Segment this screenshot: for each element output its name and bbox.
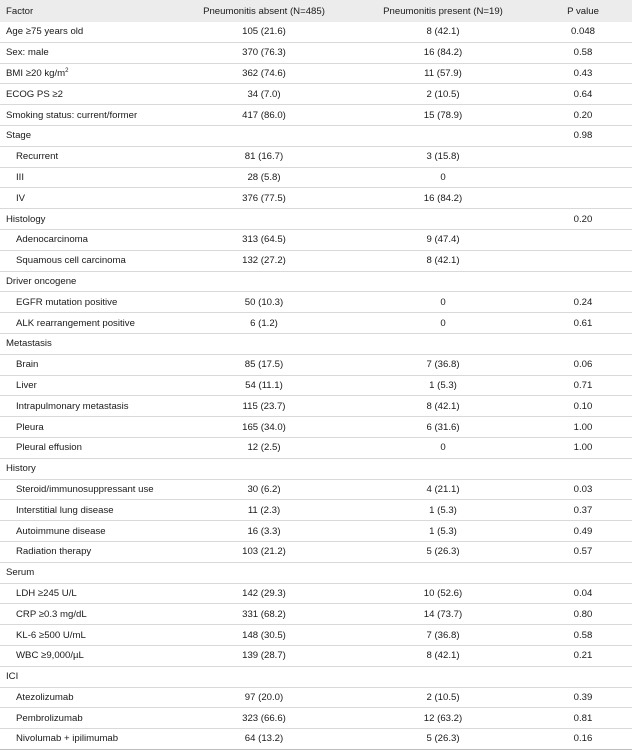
factor-cell bbox=[0, 666, 176, 687]
pneumonitis-present-cell: 8 (42.1) bbox=[426, 255, 460, 267]
pneumonitis-absent-cell: 323 (66.6) bbox=[242, 712, 286, 724]
pneumonitis-absent-cell: 376 (77.5) bbox=[242, 192, 286, 204]
pneumonitis-absent-cell: 165 (34.0) bbox=[242, 421, 286, 433]
table-body bbox=[0, 22, 632, 749]
factor-label: History bbox=[6, 463, 36, 475]
p-value-cell: 0.80 bbox=[573, 608, 593, 620]
p-value-cell bbox=[534, 271, 632, 292]
pneumonitis-absent-cell: 331 (68.2) bbox=[242, 608, 286, 620]
table-row bbox=[0, 354, 632, 375]
factor-cell bbox=[0, 167, 176, 188]
pneumonitis-absent-cell: 30 (6.2) bbox=[247, 483, 281, 495]
header-p-value: P value bbox=[567, 5, 599, 17]
table-row bbox=[0, 729, 632, 750]
factor-superscript: 2 bbox=[65, 67, 69, 74]
factor-label: Adenocarcinoma bbox=[16, 234, 88, 246]
factor-label: Pembrolizumab bbox=[16, 712, 83, 724]
pneumonitis-absent-cell: 105 (21.6) bbox=[242, 26, 286, 38]
factor-label: III bbox=[16, 171, 24, 183]
table-row bbox=[0, 583, 632, 604]
factor-label: Sex: male bbox=[6, 47, 49, 59]
p-value-cell: 0.81 bbox=[573, 712, 593, 724]
table-row bbox=[0, 541, 632, 562]
p-value-cell: 0.58 bbox=[573, 47, 593, 59]
p-value-cell: 0.98 bbox=[573, 130, 593, 142]
p-value-cell bbox=[534, 229, 632, 250]
table-row bbox=[0, 645, 632, 666]
pneumonitis-absent-cell: 12 (2.5) bbox=[247, 442, 281, 454]
p-value-cell: 1.00 bbox=[573, 442, 593, 454]
pneumonitis-present-cell: 8 (42.1) bbox=[426, 26, 460, 38]
factor-cell bbox=[0, 625, 176, 646]
factor-label: Squamous cell carcinoma bbox=[16, 255, 126, 267]
pneumonitis-present-cell: 1 (5.3) bbox=[429, 379, 457, 391]
pneumonitis-absent-cell: 85 (17.5) bbox=[244, 359, 284, 371]
table-row bbox=[0, 167, 632, 188]
header-pneumonitis-absent: Pneumonitis absent (N=485) bbox=[203, 5, 325, 17]
factor-cell bbox=[0, 479, 176, 500]
table-row bbox=[0, 417, 632, 438]
table-row bbox=[0, 63, 632, 84]
pneumonitis-present-cell: 5 (26.3) bbox=[426, 546, 460, 558]
table-row bbox=[0, 292, 632, 313]
p-value-cell bbox=[534, 167, 632, 188]
factor-label: EGFR mutation positive bbox=[16, 296, 118, 308]
pneumonitis-absent-cell bbox=[176, 458, 352, 479]
pneumonitis-present-cell bbox=[352, 271, 534, 292]
factor-label: Steroid/immunosuppressant use bbox=[16, 483, 154, 495]
factor-label: Radiation therapy bbox=[16, 546, 92, 558]
factor-label: IV bbox=[16, 192, 26, 204]
p-value-cell: 0.57 bbox=[573, 546, 593, 558]
pneumonitis-absent-cell: 148 (30.5) bbox=[242, 629, 286, 641]
factor-cell bbox=[0, 521, 176, 542]
p-value-cell: 0.03 bbox=[573, 483, 593, 495]
table-row bbox=[0, 125, 632, 146]
pneumonitis-present-cell bbox=[352, 562, 534, 583]
pneumonitis-absent-cell: 115 (23.7) bbox=[242, 400, 286, 412]
p-value-cell: 0.37 bbox=[573, 504, 593, 516]
factor-cell bbox=[0, 22, 176, 42]
table-row bbox=[0, 604, 632, 625]
factor-cell bbox=[0, 188, 176, 209]
p-value-cell: 0.10 bbox=[573, 400, 593, 412]
p-value-cell: 0.06 bbox=[573, 359, 593, 371]
factor-label: CRP ≥0.3 mg/dL bbox=[16, 608, 87, 620]
factor-label: Brain bbox=[16, 359, 39, 371]
factor-label: KL-6 ≥500 U/mL bbox=[16, 629, 86, 641]
p-value-cell: 0.20 bbox=[573, 109, 593, 121]
table-row bbox=[0, 437, 632, 458]
factor-cell bbox=[0, 313, 176, 334]
pneumonitis-present-cell: 7 (36.8) bbox=[426, 359, 460, 371]
factor-cell bbox=[0, 562, 176, 583]
factor-cell bbox=[0, 354, 176, 375]
factor-cell bbox=[0, 500, 176, 521]
factor-cell bbox=[0, 229, 176, 250]
pneumonitis-present-cell: 1 (5.3) bbox=[429, 525, 457, 537]
factor-cell bbox=[0, 375, 176, 396]
table-row bbox=[0, 625, 632, 646]
pneumonitis-absent-cell: 370 (76.3) bbox=[242, 47, 286, 59]
pneumonitis-absent-cell: 6 (1.2) bbox=[250, 317, 278, 329]
factor-label: ICI bbox=[6, 671, 19, 683]
factor-cell bbox=[0, 105, 176, 126]
p-value-cell: 0.64 bbox=[573, 88, 593, 100]
factor-label: Atezolizumab bbox=[16, 691, 74, 703]
pneumonitis-present-cell: 10 (52.6) bbox=[423, 587, 463, 599]
table-row bbox=[0, 22, 632, 42]
table-row bbox=[0, 375, 632, 396]
pneumonitis-absent-cell: 81 (16.7) bbox=[244, 151, 284, 163]
factor-label: Pleura bbox=[16, 421, 44, 433]
factor-label: ECOG PS ≥2 bbox=[6, 88, 63, 100]
pneumonitis-present-cell: 4 (21.1) bbox=[426, 483, 460, 495]
pneumonitis-absent-cell bbox=[176, 271, 352, 292]
pneumonitis-absent-cell bbox=[176, 209, 352, 230]
factor-cell bbox=[0, 146, 176, 167]
table-row bbox=[0, 188, 632, 209]
pneumonitis-absent-cell: 16 (3.3) bbox=[247, 525, 281, 537]
factor-cell bbox=[0, 63, 176, 84]
pneumonitis-absent-cell bbox=[176, 562, 352, 583]
pneumonitis-present-cell: 2 (10.5) bbox=[426, 691, 460, 703]
pneumonitis-present-cell: 8 (42.1) bbox=[426, 400, 460, 412]
factor-label: Histology bbox=[6, 213, 46, 225]
factor-label: Age ≥75 years old bbox=[6, 26, 84, 38]
pneumonitis-present-cell bbox=[352, 125, 534, 146]
pneumonitis-present-cell bbox=[352, 209, 534, 230]
pneumonitis-present-cell bbox=[352, 666, 534, 687]
pneumonitis-absent-cell: 28 (5.8) bbox=[247, 171, 281, 183]
pneumonitis-absent-cell: 11 (2.3) bbox=[247, 504, 281, 516]
factor-cell bbox=[0, 645, 176, 666]
factor-cell bbox=[0, 396, 176, 417]
factor-label: Intrapulmonary metastasis bbox=[16, 400, 129, 412]
p-value-cell bbox=[534, 666, 632, 687]
p-value-cell: 0.49 bbox=[573, 525, 593, 537]
table-row bbox=[0, 708, 632, 729]
pneumonitis-present-cell: 5 (26.3) bbox=[426, 733, 460, 745]
pneumonitis-present-cell: 15 (78.9) bbox=[423, 109, 463, 121]
pneumonitis-present-cell: 14 (73.7) bbox=[423, 608, 463, 620]
pneumonitis-absent-cell: 34 (7.0) bbox=[247, 88, 281, 100]
factor-label: WBC ≥9,000/µL bbox=[16, 650, 84, 662]
table-row bbox=[0, 229, 632, 250]
table-row bbox=[0, 84, 632, 105]
p-value-cell: 0.39 bbox=[573, 691, 593, 703]
factor-label: Metastasis bbox=[6, 338, 52, 350]
table-row bbox=[0, 313, 632, 334]
table-row bbox=[0, 500, 632, 521]
header-factor: Factor bbox=[6, 5, 34, 17]
factor-cell bbox=[0, 417, 176, 438]
pneumonitis-present-cell: 1 (5.3) bbox=[429, 504, 457, 516]
header-pneumonitis-present: Pneumonitis present (N=19) bbox=[383, 5, 503, 17]
factor-cell bbox=[0, 333, 176, 354]
table-row bbox=[0, 42, 632, 63]
table-row bbox=[0, 146, 632, 167]
factor-label: Stage bbox=[6, 130, 32, 142]
pneumonitis-absent-cell: 97 (20.0) bbox=[244, 691, 284, 703]
pneumonitis-absent-cell bbox=[176, 666, 352, 687]
p-value-cell: 0.16 bbox=[573, 733, 593, 745]
pneumonitis-present-cell: 0 bbox=[440, 296, 446, 308]
pneumonitis-absent-cell bbox=[176, 125, 352, 146]
p-value-cell: 0.21 bbox=[573, 650, 593, 662]
pneumonitis-present-cell: 3 (15.8) bbox=[426, 151, 460, 163]
pneumonitis-absent-cell: 50 (10.3) bbox=[244, 296, 284, 308]
factor-cell bbox=[0, 84, 176, 105]
factor-label: Liver bbox=[16, 379, 37, 391]
pneumonitis-absent-cell: 362 (74.6) bbox=[242, 67, 286, 79]
factor-cell bbox=[0, 541, 176, 562]
factor-label: Nivolumab + ipilimumab bbox=[16, 733, 119, 745]
factor-label: Smoking status: current/former bbox=[6, 109, 138, 121]
pneumonitis-absent-cell: 142 (29.3) bbox=[242, 587, 286, 599]
p-value-cell: 1.00 bbox=[573, 421, 593, 433]
pneumonitis-present-cell: 12 (63.2) bbox=[423, 712, 463, 724]
p-value-cell bbox=[534, 146, 632, 167]
pneumonitis-absent-cell: 313 (64.5) bbox=[242, 234, 286, 246]
table-row bbox=[0, 521, 632, 542]
p-value-cell: 0.048 bbox=[570, 26, 595, 38]
factor-cell bbox=[0, 687, 176, 708]
factor-cell bbox=[0, 250, 176, 271]
factor-cell bbox=[0, 271, 176, 292]
factor-cell bbox=[0, 604, 176, 625]
table-row bbox=[0, 271, 632, 292]
pneumonitis-present-cell: 16 (84.2) bbox=[423, 47, 463, 59]
factor-cell bbox=[0, 437, 176, 458]
pneumonitis-absent-cell: 139 (28.7) bbox=[242, 650, 286, 662]
table-row bbox=[0, 396, 632, 417]
pneumonitis-present-cell: 9 (47.4) bbox=[426, 234, 460, 246]
table-row bbox=[0, 687, 632, 708]
factor-cell bbox=[0, 209, 176, 230]
factor-label: Driver oncogene bbox=[6, 275, 77, 287]
factor-label: Recurrent bbox=[16, 151, 59, 163]
pneumonitis-present-cell: 7 (36.8) bbox=[426, 629, 460, 641]
p-value-cell: 0.61 bbox=[573, 317, 593, 329]
factor-cell bbox=[0, 292, 176, 313]
pneumonitis-present-cell: 0 bbox=[440, 442, 446, 454]
table-row bbox=[0, 562, 632, 583]
p-value-cell bbox=[534, 458, 632, 479]
factor-label: BMI ≥20 kg/m bbox=[6, 67, 66, 79]
pneumonitis-absent-cell: 54 (11.1) bbox=[245, 379, 283, 391]
factor-label: Pleural effusion bbox=[16, 442, 82, 454]
pneumonitis-present-cell bbox=[352, 333, 534, 354]
pneumonitis-present-cell: 11 (57.9) bbox=[424, 67, 462, 79]
p-value-cell bbox=[534, 562, 632, 583]
pneumonitis-absent-cell: 132 (27.2) bbox=[242, 255, 286, 267]
pneumonitis-present-cell bbox=[352, 458, 534, 479]
pneumonitis-present-cell: 6 (31.6) bbox=[426, 421, 460, 433]
factor-cell bbox=[0, 458, 176, 479]
p-value-cell bbox=[534, 333, 632, 354]
factor-label: Autoimmune disease bbox=[16, 525, 106, 537]
factor-label: Interstitial lung disease bbox=[16, 504, 114, 516]
pneumonitis-present-cell: 8 (42.1) bbox=[426, 650, 460, 662]
pneumonitis-absent-cell: 417 (86.0) bbox=[242, 109, 286, 121]
factor-label: ALK rearrangement positive bbox=[16, 317, 135, 329]
pneumonitis-present-cell: 0 bbox=[440, 317, 446, 329]
factor-cell bbox=[0, 583, 176, 604]
factor-cell bbox=[0, 125, 176, 146]
factor-cell bbox=[0, 708, 176, 729]
p-value-cell: 0.24 bbox=[573, 296, 593, 308]
table-row bbox=[0, 333, 632, 354]
p-value-cell: 0.43 bbox=[573, 67, 593, 79]
pneumonitis-present-cell: 0 bbox=[440, 171, 446, 183]
pneumonitis-present-cell: 2 (10.5) bbox=[426, 88, 460, 100]
p-value-cell: 0.20 bbox=[573, 213, 593, 225]
pneumonitis-absent-cell: 64 (13.2) bbox=[244, 733, 284, 745]
factor-cell bbox=[0, 42, 176, 63]
p-value-cell bbox=[534, 188, 632, 209]
p-value-cell: 0.71 bbox=[573, 379, 593, 391]
p-value-cell: 0.04 bbox=[573, 587, 593, 599]
p-value-cell bbox=[534, 250, 632, 271]
table-row bbox=[0, 250, 632, 271]
factor-cell bbox=[0, 729, 176, 750]
factor-label: LDH ≥245 U/L bbox=[16, 587, 77, 599]
p-value-cell: 0.58 bbox=[573, 629, 593, 641]
pneumonitis-absent-cell bbox=[176, 333, 352, 354]
table-row bbox=[0, 458, 632, 479]
pneumonitis-absent-cell: 103 (21.2) bbox=[242, 546, 286, 558]
pneumonitis-present-cell: 16 (84.2) bbox=[423, 192, 463, 204]
table-row bbox=[0, 209, 632, 230]
table-header-row bbox=[0, 0, 632, 22]
table-row bbox=[0, 105, 632, 126]
table-row bbox=[0, 666, 632, 687]
table-row bbox=[0, 479, 632, 500]
factor-label: Serum bbox=[6, 567, 35, 579]
